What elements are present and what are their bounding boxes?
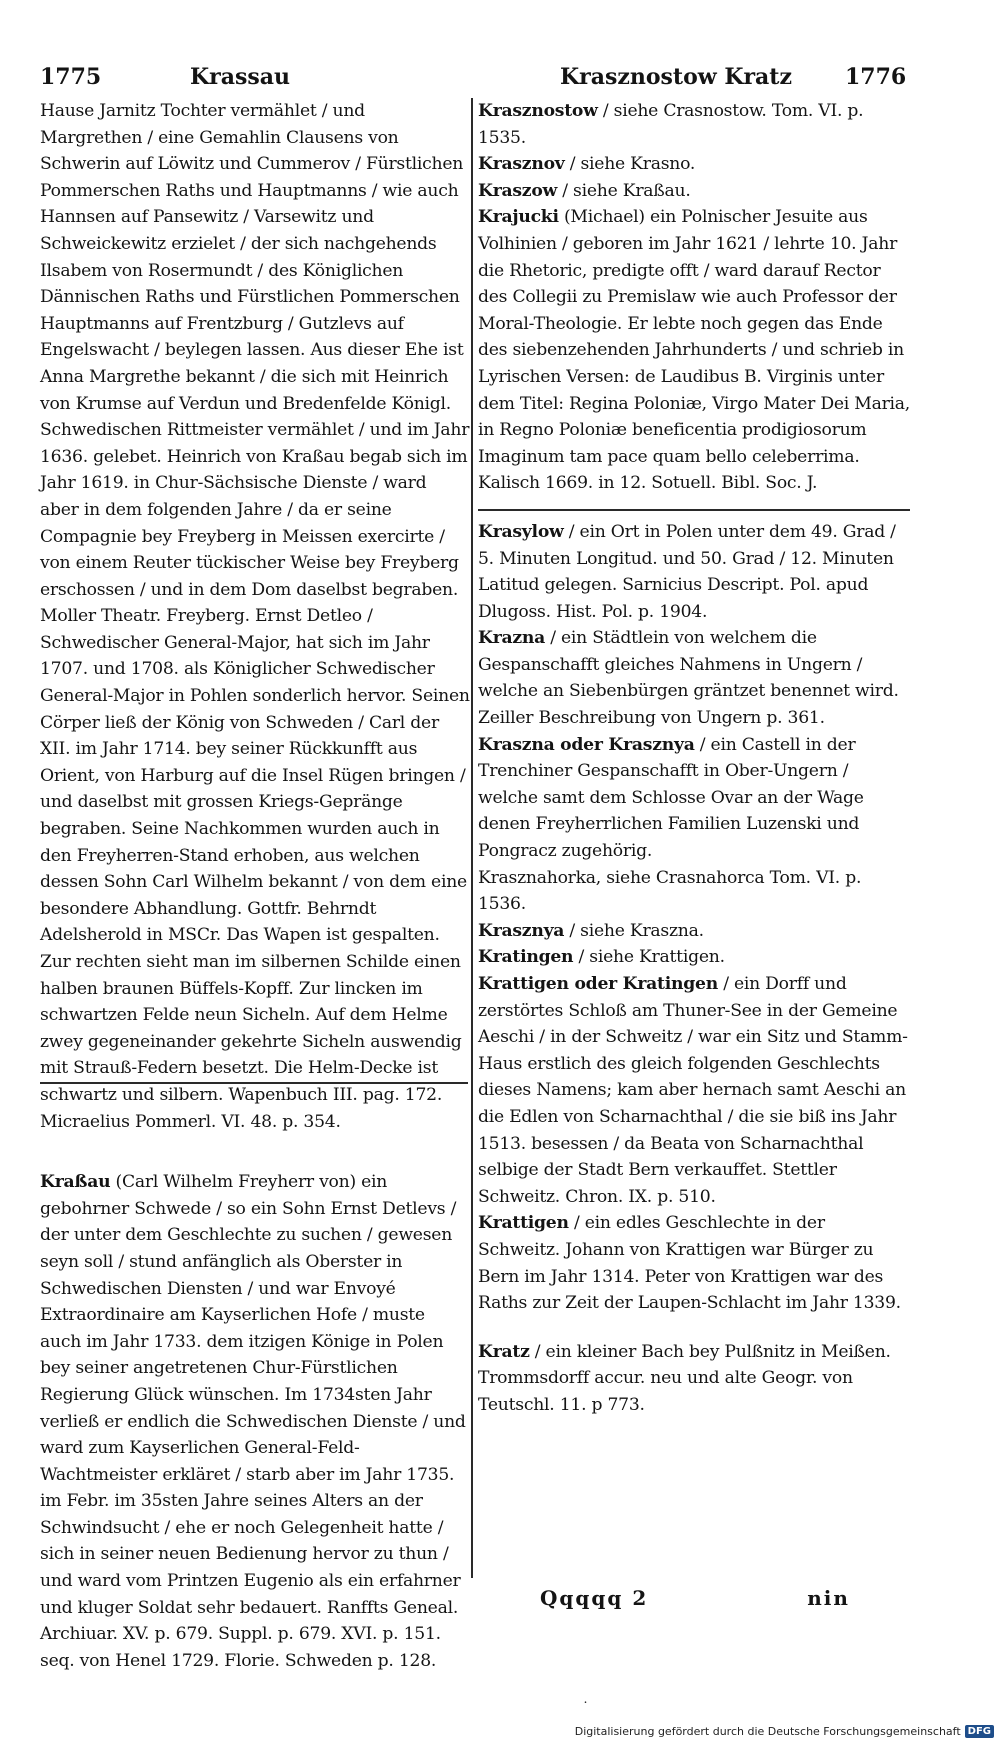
entry: Kratingen / siehe Krattigen. [478,947,725,968]
entry: Kraszna oder Krasznya / ein Castell in der Trenchiner Gespanschafft in Ober-Ungern / welche samt dem Schlosse Ovar an der Wage denen Freyherrlichen Familien Luzenski und Pongracz zugehörig. [478,734,864,862]
entry: Krasznya / siehe Kraszna. [478,920,704,941]
entry: Krasznahorka, siehe Crasnahorca Tom. VI. p. 1536. [478,867,862,915]
entry: Krattigen / ein edles Geschlechte in der Schweitz. Johann von Krattigen war Bürger zu Bern im Jahr 1314. Peter von Krattigen war des Raths zur Zeit der Laupen-Schlacht im Jahr 1339. [478,1213,901,1314]
entry: Krattigen oder Kratingen / ein Dorff und zerstörtes Schloß am Thuner-See in der Gemeine Aeschi / in der Schweitz / war ein Sitz und Stamm-Haus erstlich des gleich folgenden Geschlechts dieses Namens; kam aber hernach samt Aeschi an die Edlen von Scharnachthal / die sie biß ins Jahr 1513. besessen / da Beata von Scharnachthal selbige der Stadt Bern verkauffet. Stettler Schweitz. Chron. IX. p. 510. [478,974,908,1207]
entry: Krasznostow / siehe Crasnostow. Tom. VI. p. 1535. [478,101,864,148]
dfg-logo: DFG [965,1725,994,1738]
right-column [478,98,910,1419]
left-column [40,98,470,1674]
right-running-head: Krasznostow Kratz [560,64,792,90]
right-page-number: 1776 [845,64,907,90]
left-page-number: 1775 [40,64,102,90]
entry-continuation: Hause Jarnitz Tochter vermählet / und Margrethen / eine Gemahlin Clausens von Schwerin auf Löwitz und Cummerov / Fürstlichen Pommerschen Raths und Hauptmanns / wie auch Hannsen auf Pansewitz / Varsewitz und Schweickewitz erzielet / der sich nachgehends Ilsabem von Rosermundt / des Königlichen Dännischen Raths und Fürstlichen Pommerschen Hauptmanns auf Frentzburg / Gutzlevs auf Engelswacht / beylegen lassen. Aus dieser Ehe ist Anna Margrethe bekannt / die sich mit Heinrich von Krumse auf Verdun und Bredenfelde Königl. Schwedischen Rittmeister vermählet / und im Jahr 1636. gelebet. Heinrich von Kraßau begab sich im Jahr 1619. in Chur-Sächsische Dienste / ward aber in dem folgenden Jahre / da er seine Compagnie bey Freyberg in Meissen exercirte / von einem Reuter tückischer Weise bey Freyberg erschossen / und in dem Dom daselbst begraben. Moller Theatr. Freyberg. Ernst Detleo / Schwedischer General-Major, hat sich im Jahr 1707. und 1708. als Königlicher Schwedischer General-Major in Pohlen sonderlich hervor. Seinen Cörper ließ der König von Schweden / Carl der XII. im Jahr 1714. bey seiner Rückkunfft aus Orient, von Harburg auf die Insel Rügen bringen / und daselbst mit grossen Kriegs-Gepränge begraben. Seine Nachkommen wurden auch in den Freyherren-Stand erhoben, aus welchen dessen Sohn Carl Wilhelm bekannt / von dem eine besondere Abhandlung. Gottfr. Behrndt Adelsherold in MSCr. Das Wapen ist gespalten. Zur rechten sieht man im silbernen Schilde einen halben braunen Büffels-Kopff. Zur lincken im schwartzen Felde neun Sicheln. Auf dem Helme zwey gegeneinander gekehrte Sicheln auswendig mit Strauß-Federn besetzt. Die Helm-Decke ist schwartz und silbern. Wapenbuch III. pag. 172. Micraelius Pommerl. VI. 48. p. 354. [40,101,470,1132]
signature-catchword [540,1586,850,1610]
entry: Krasylow / ein Ort in Polen unter dem 49. Grad / 5. Minuten Longitud. und 50. Grad / 12. Minuten Latitud gelegen. Sarnicius Descript. Pol. apud Dlugoss. Hist. Pol. p. 1904. [478,509,910,625]
catchword: nin [807,1586,850,1610]
left-running-head: Krassau [190,64,290,90]
entry: Krasznov / siehe Krasno. [478,154,696,175]
entry: Krajucki (Michael) ein Polnischer Jesuite aus Volhinien / geboren im Jahr 1621 / lehrte 10. Jahr die Rhetoric, predigte offt / ward darauf Rector des Collegii zu Premislaw wie auch Professor der Moral-Theologie. Er lebte noch gegen das Ende des siebenzehenden Jahrhunderts / und schrieb in Lyrischen Versen: de Laudibus B. Virginis unter dem Titel: Regina Poloniæ, Virgo Mater Dei Maria, in Regno Poloniæ beneficentia prodigiosorum Imaginum tam pace quam bello celeberrima. Kalisch 1669. in 12. Sotuell. Bibl. Soc. J. [478,207,910,494]
footer [575,1725,994,1738]
entry: Krazna / ein Städtlein von welchem die Gespanschafft gleiches Nahmens in Ungern / welche an Siebenbürgen gräntzet benennet wird. Zeiller Beschreibung von Ungern p. 361. [478,628,899,729]
entry-krassau-carl-wilhelm: Kraßau (Carl Wilhelm Freyherr von) ein gebohrner Schwede / so ein Sohn Ernst Detlevs / der unter dem Geschlechte zu suchen / gewesen seyn soll / stund anfänglich als Oberster in Schwedischen Diensten / und war Envoyé Extraordinaire am Kayserlichen Hofe / muste auch im Jahr 1733. dem itzigen Könige in Polen bey seiner angetretenen Chur-Fürstlichen Regierung Glück wünschen. Im 1734sten Jahr verließ er endlich die Schwedischen Dienste / und ward zum Kayserlichen General-Feld-Wachtmeister erkläret / starb aber im Jahr 1735. im Febr. im 35sten Jahre seines Alters an der Schwindsucht / ehe er noch Gelegenheit hatte / sich in seiner neuen Bedienung hervor zu thun / und ward vom Printzen Eugenio als ein erfahrner und kluger Soldat sehr bedauert. Ranffts Geneal. Archiuar. XV. p. 679. Suppl. p. 679. XVI. p. 151. seq. von Henel 1729. Florie. Schweden p. 128. [40,1172,466,1671]
column-divider [471,98,473,1578]
page-mark: ˙ [582,1700,589,1716]
footer-credit: Digitalisierung gefördert durch die Deutsche Forschungsgemeinschaft [574,1725,961,1738]
entry: Kraszow / siehe Kraßau. [478,180,691,201]
entry: Kratz / ein kleiner Bach bey Pulßnitz in Meißen. Trommsdorff accur. neu und alte Geogr. von Teutschl. 11. p 773. [478,1341,891,1415]
signature: Qqqqq 2 [540,1586,649,1610]
